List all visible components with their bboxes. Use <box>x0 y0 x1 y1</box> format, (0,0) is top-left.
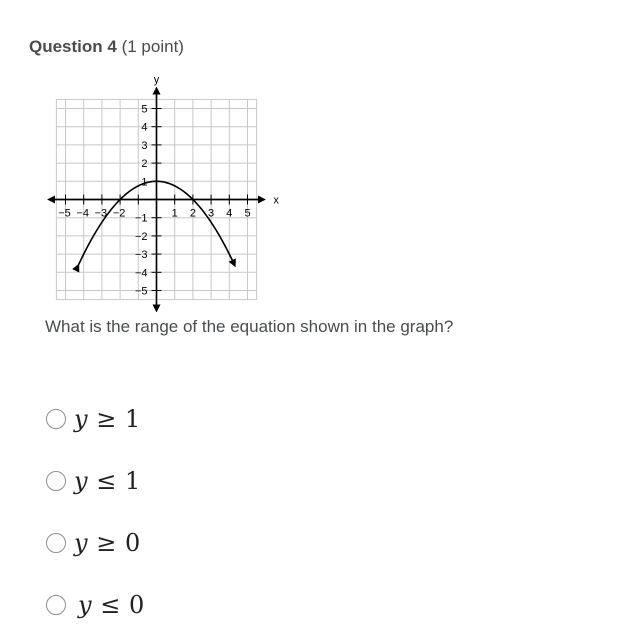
y-tick-label: −1 <box>134 212 148 225</box>
graph-tick-labels <box>58 74 279 298</box>
y-tick-label: −2 <box>134 230 148 243</box>
x-tick-label: −3 <box>94 207 108 220</box>
choice-label: y ≥ 1 <box>74 405 141 433</box>
radio-button[interactable] <box>46 595 66 615</box>
y-tick-label: 3 <box>141 139 148 152</box>
y-tick-label: −5 <box>134 285 148 298</box>
y-tick-label: −4 <box>134 267 148 280</box>
x-tick-label: 2 <box>189 207 196 220</box>
x-tick-label: −2 <box>112 207 126 220</box>
y-tick-label: 2 <box>141 158 148 171</box>
x-tick-label: 4 <box>226 207 233 220</box>
question-points: (1 point) <box>121 37 184 56</box>
question-header <box>29 36 184 58</box>
y-tick-label: 4 <box>141 121 148 134</box>
x-tick-label: −5 <box>58 207 71 220</box>
answer-choice-y-geq-0[interactable] <box>46 527 141 559</box>
y-tick-label: −3 <box>134 249 148 262</box>
x-axis-label: x <box>273 194 279 207</box>
y-tick-label: 1 <box>141 176 148 189</box>
answer-choice-y-geq-1[interactable] <box>46 403 141 435</box>
question-title: Question 4 <box>29 37 117 56</box>
x-tick-label: 5 <box>244 207 251 220</box>
answer-choice-y-leq-0[interactable] <box>46 589 145 621</box>
x-tick-label: 1 <box>171 207 178 220</box>
choice-label: y ≤ 1 <box>74 467 141 495</box>
answer-choice-y-leq-1[interactable] <box>46 465 141 497</box>
y-axis-label: y <box>153 73 160 86</box>
parabola-graph <box>44 72 284 312</box>
y-tick-label: 5 <box>141 103 148 116</box>
question-prompt: What is the range of the equation shown in the graph? <box>45 317 454 336</box>
graph-axes <box>49 88 264 310</box>
radio-button[interactable] <box>46 533 66 553</box>
radio-button[interactable] <box>46 409 66 429</box>
x-tick-label: −4 <box>76 207 89 220</box>
radio-button[interactable] <box>46 471 66 491</box>
graph-canvas <box>44 72 284 312</box>
choice-label: y ≥ 0 <box>74 529 141 557</box>
choice-label: y ≤ 0 <box>78 591 145 619</box>
x-tick-label: 3 <box>208 207 215 220</box>
